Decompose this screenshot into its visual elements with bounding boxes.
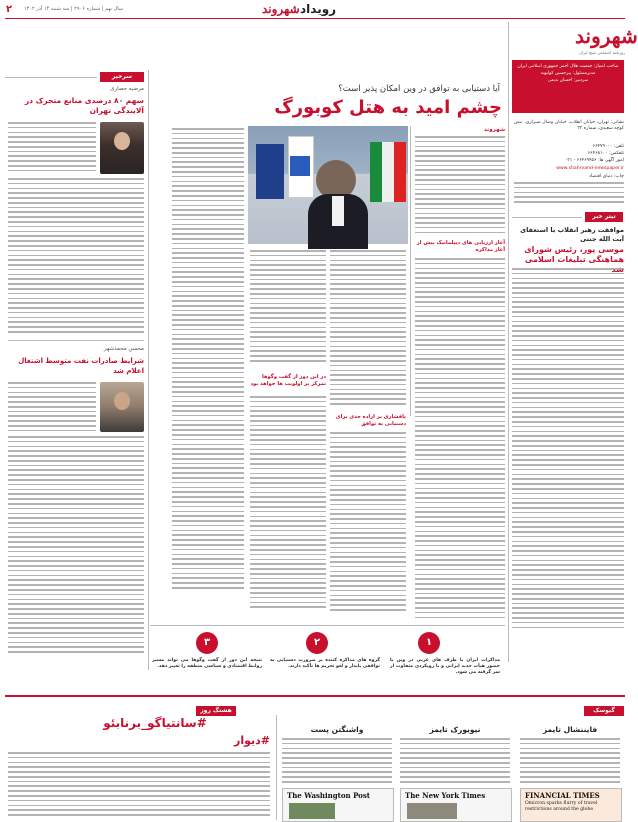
masthead-address: نشانی: تهران، خیابان انقلاب، خیابان وصال شیرازی، نبش کوچه سعیدی، شماره ۲۲ [514, 120, 624, 131]
social-label: هشتگ روز [196, 706, 236, 716]
lead-photo [248, 126, 408, 244]
point-badge-1: ۱ [418, 632, 440, 654]
masthead-editor: سردبیر: احسان بدیعی [547, 78, 589, 83]
opinion-headline-2: شرایط صادرات نفت متوسط اشتغال اعلام شد [18, 357, 144, 375]
masthead-print: چاپ: دنیای اقتصاد [588, 174, 624, 179]
paper-masthead-nyt: The New York Times [405, 791, 486, 800]
lead-headline: چشم امید به هتل کوبورگ [274, 97, 502, 118]
news-subhead: موسی پور، رئیس شورای هماهنگی تبلیغات اسلامی [524, 245, 624, 264]
news-headline: موافقت رهبر انقلاب با استعفای آیت الله جنتی [520, 226, 624, 243]
lead-body-4 [330, 432, 406, 622]
logo-small: شهروند [262, 2, 300, 16]
logo-sub: روزنامه اجتماعی صبح ایران [579, 50, 625, 55]
masthead-owner: صاحب امتیاز: جمعیت هلال احمر جمهوری اسلامی ایران [517, 64, 619, 69]
logo: شهروند [575, 24, 638, 48]
paper-body-wapo [282, 738, 392, 786]
paper-masthead-wapo: The Washington Post [287, 791, 370, 800]
masthead-director: مدیرمسئول: پیرحسین کولیوند [540, 71, 596, 76]
opinion-body-2 [8, 382, 96, 432]
paper-image-ft [520, 788, 622, 822]
section-title: رویداد [300, 2, 337, 16]
masthead-sales: امور آگهی ها: ۶۶۴۶۹۴۵۶ - ۰۲۱ [564, 158, 624, 163]
hashtag-sub[interactable]: #دیوار [234, 734, 270, 747]
point-badge-3: ۳ [196, 632, 218, 654]
opinion-headline-1: سهم ۸۰ درصدی منابع متحرک در آلایندگی تهران [24, 96, 144, 115]
world-label: گیوسک [584, 706, 624, 716]
paper-title-wapo: واشنگتن پست [310, 725, 364, 734]
opinion-body-1 [8, 122, 96, 174]
news-body [512, 268, 624, 648]
lead-body-1 [415, 136, 505, 236]
paper-title-ft: فایننشال تایمز [542, 725, 598, 734]
opinion-author-2: محسن محمدشهر [103, 346, 144, 352]
news-label: تیتر خبر [585, 212, 623, 222]
lead-body-5 [250, 250, 326, 370]
opinion-body-1b [8, 178, 144, 338]
author-photo-1 [100, 122, 144, 174]
lead-body-6 [250, 396, 326, 622]
paper-body-nyt [400, 738, 510, 786]
paper-image-wapo [282, 788, 394, 822]
masthead-web[interactable]: www.shahrvand-newspaper.ir [556, 166, 624, 171]
lead-body-2 [415, 258, 505, 628]
paper-masthead-ft: FINANCIAL TIMES [525, 791, 600, 800]
opinion-author-1: مرضیه حصاری [110, 86, 144, 92]
lead-intro-label: شهروند [484, 127, 506, 133]
masthead-phone: تلفن: ۶۶۴۷۹۰۰۰ [592, 144, 624, 149]
point-badge-2: ۲ [306, 632, 328, 654]
lead-subhead-1: آغاز ارزیابی های دیپلماتیک پیش از آغاز مذاکره [416, 240, 505, 253]
point-text-3: نتیجه این دور از گفت وگوها می تواند مسیر روابط اقتصادی و سیاسی منطقه را تغییر دهد. [152, 658, 262, 669]
hashtag-main[interactable]: #سانتیاگو_برنابئو [103, 716, 207, 730]
opinion-label: سرخبر [100, 72, 144, 82]
lead-body-3 [330, 250, 406, 410]
author-photo-2 [100, 382, 144, 432]
lead-subhead-2: پافشاری بر اراده جدی برای دستیابی به توافق [335, 414, 406, 427]
lead-subhead-3: در این دور از گفت وگوها تمرکز بر اولویت ها خواهد بود [250, 374, 326, 387]
opinion-body-2b [8, 436, 144, 660]
issue-line: سال نهم | شماره ۲۹۰۶ | سه شنبه ۱۴ آذر ۱۴۰۲ [24, 6, 123, 12]
paper-image-nyt [400, 788, 512, 822]
lead-kicker: آیا دستیابی به توافق در وین امکان پذیر است؟ [338, 84, 500, 94]
point-text-1: مذاکرات ایران با طرف های غربی در وین با حضور هیأت جدید ایرانی و با رویکردی متفاوت از سر گرفته می شود. [390, 658, 500, 675]
masthead-box [512, 60, 624, 113]
page-number: ۲ [6, 4, 13, 15]
lead-body-7 [172, 128, 244, 623]
paper-caption-ft: Omicron sparks flurry of travel restrictions around the globe [525, 801, 598, 812]
paper-body-ft [520, 738, 620, 786]
hashtag-body [8, 752, 270, 820]
masthead-fax: تلفکس: ۶۶۴۶۸۱۰۰ [587, 151, 624, 156]
paper-title-nyt: نیویورک تایمز [429, 725, 481, 734]
point-text-2: گروه های مذاکره کننده بر ضرورت دستیابی به توافقی پایدار و لغو تحریم ها تأکید دارند. [270, 658, 380, 669]
